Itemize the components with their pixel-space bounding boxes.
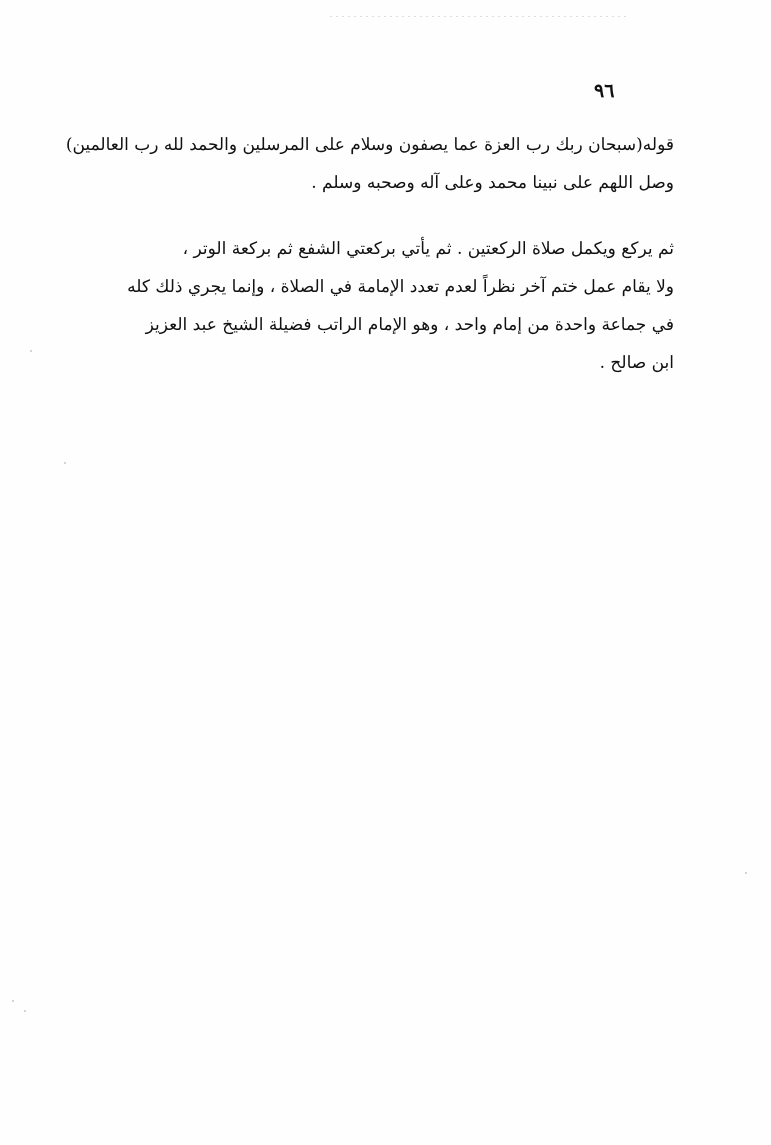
text-line: وصل اللهم على نبينا محمد وعلى آله وصحبه وسلم . (311, 173, 674, 193)
scan-speck (64, 462, 66, 464)
page-number: ٩٦ (594, 80, 615, 102)
text-line: ولا يقام عمل ختم آخر نظراً لعدم تعدد الإمامة في الصلاة ، وإنما يجري ذلك كله (127, 277, 674, 297)
paragraph-witr-prayer (114, 230, 674, 382)
scan-speck (24, 1010, 26, 1012)
scan-speck (745, 872, 747, 874)
text-line: قوله(سبحان ربك رب العزة عما يصفون وسلام على المرسلين والحمد لله رب العالمين) (65, 135, 674, 155)
scan-speck (30, 350, 32, 352)
text-line: ابن صالح . (599, 353, 674, 373)
paragraph-closing-prayer (65, 126, 674, 202)
scan-speck (12, 1000, 14, 1002)
text-line: في جماعة واحدة من إمام واحد ، وهو الإمام الراتب فضيلة الشيخ عبد العزيز (145, 315, 674, 335)
scan-noise-top (330, 16, 630, 17)
text-line: ثم يركع ويكمل صلاة الركعتين . ثم يأتي بركعتي الشفع ثم بركعة الوتر ، (182, 239, 674, 259)
